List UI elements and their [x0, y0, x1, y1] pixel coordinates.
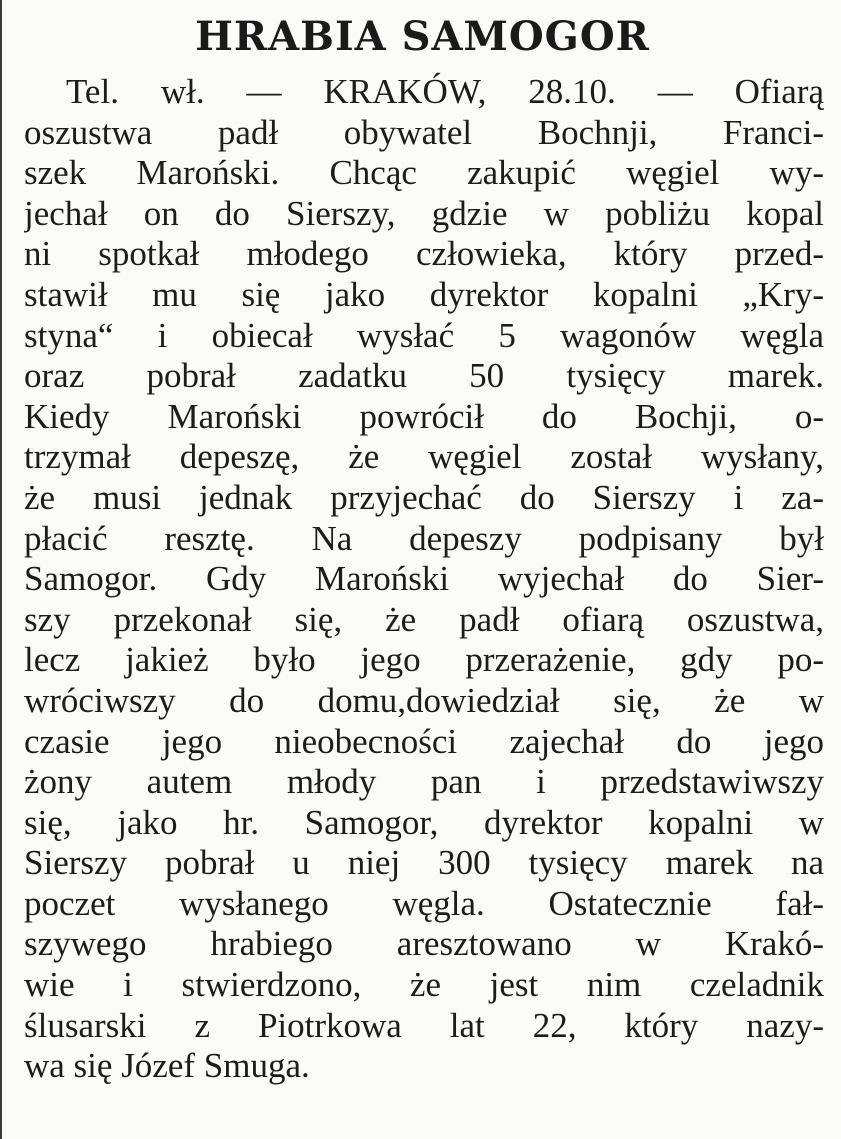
article-line: Sierszy pobrał u niej 300 tysięcy marek na	[24, 843, 824, 883]
article-line: oszustwa padł obywatel Bochnji, Franci-	[24, 112, 824, 152]
article-line: szy przekonał się, że padł ofiarą oszustwa,	[24, 599, 824, 639]
article-line: żony autem młody pan i przedstawiwszy	[24, 762, 824, 802]
article-line: poczet wysłanego węgla. Ostatecznie fał-	[24, 883, 824, 923]
article-line: Kiedy Maroński powrócił do Bochji, o-	[24, 396, 824, 436]
article-body	[24, 72, 824, 1087]
article-line: wa się Józef Smuga.	[24, 1046, 310, 1086]
article-line: jechał on do Sierszy, gdzie w pobliżu kopal	[24, 193, 824, 233]
article-line: stawił mu się jako dyrektor kopalni „Kry-	[24, 274, 824, 314]
headline: HRABIA SAMOGOR	[195, 13, 650, 60]
article-line: oraz pobrał zadatku 50 tysięcy marek.	[24, 356, 824, 396]
article-line: wie i stwierdzono, że jest nim czeladnik	[24, 965, 824, 1005]
article-line: Samogor. Gdy Maroński wyjechał do Sier-	[24, 559, 824, 599]
article-line: płacić resztę. Na depeszy podpisany był	[24, 518, 824, 558]
article-line: ślusarski z Piotrkowa lat 22, który nazy-	[24, 1005, 824, 1045]
article-line: szek Maroński. Chcąc zakupić węgiel wy-	[24, 153, 824, 193]
article-line: że musi jednak przyjechać do Sierszy i za-	[24, 477, 824, 517]
article-line: Tel. wł. — KRAKÓW, 28.10. — Ofiarą	[66, 72, 824, 111]
article-line: styna“ i obiecał wysłać 5 wagonów węgla	[24, 315, 824, 355]
article-line: trzymał depeszę, że węgiel został wysłany,	[24, 437, 824, 477]
article-line: się, jako hr. Samogor, dyrektor kopalni w	[24, 802, 824, 842]
article-line: lecz jakież było jego przerażenie, gdy po-	[24, 640, 824, 680]
article-line: szywego hrabiego aresztowano w Krakó-	[24, 924, 824, 964]
article-line: czasie jego nieobecności zajechał do jego	[24, 721, 824, 761]
article-line: wróciwszy do domu,dowiedział się, że w	[24, 680, 824, 720]
article-line: ni spotkał młodego człowieka, który przed-	[24, 234, 824, 274]
